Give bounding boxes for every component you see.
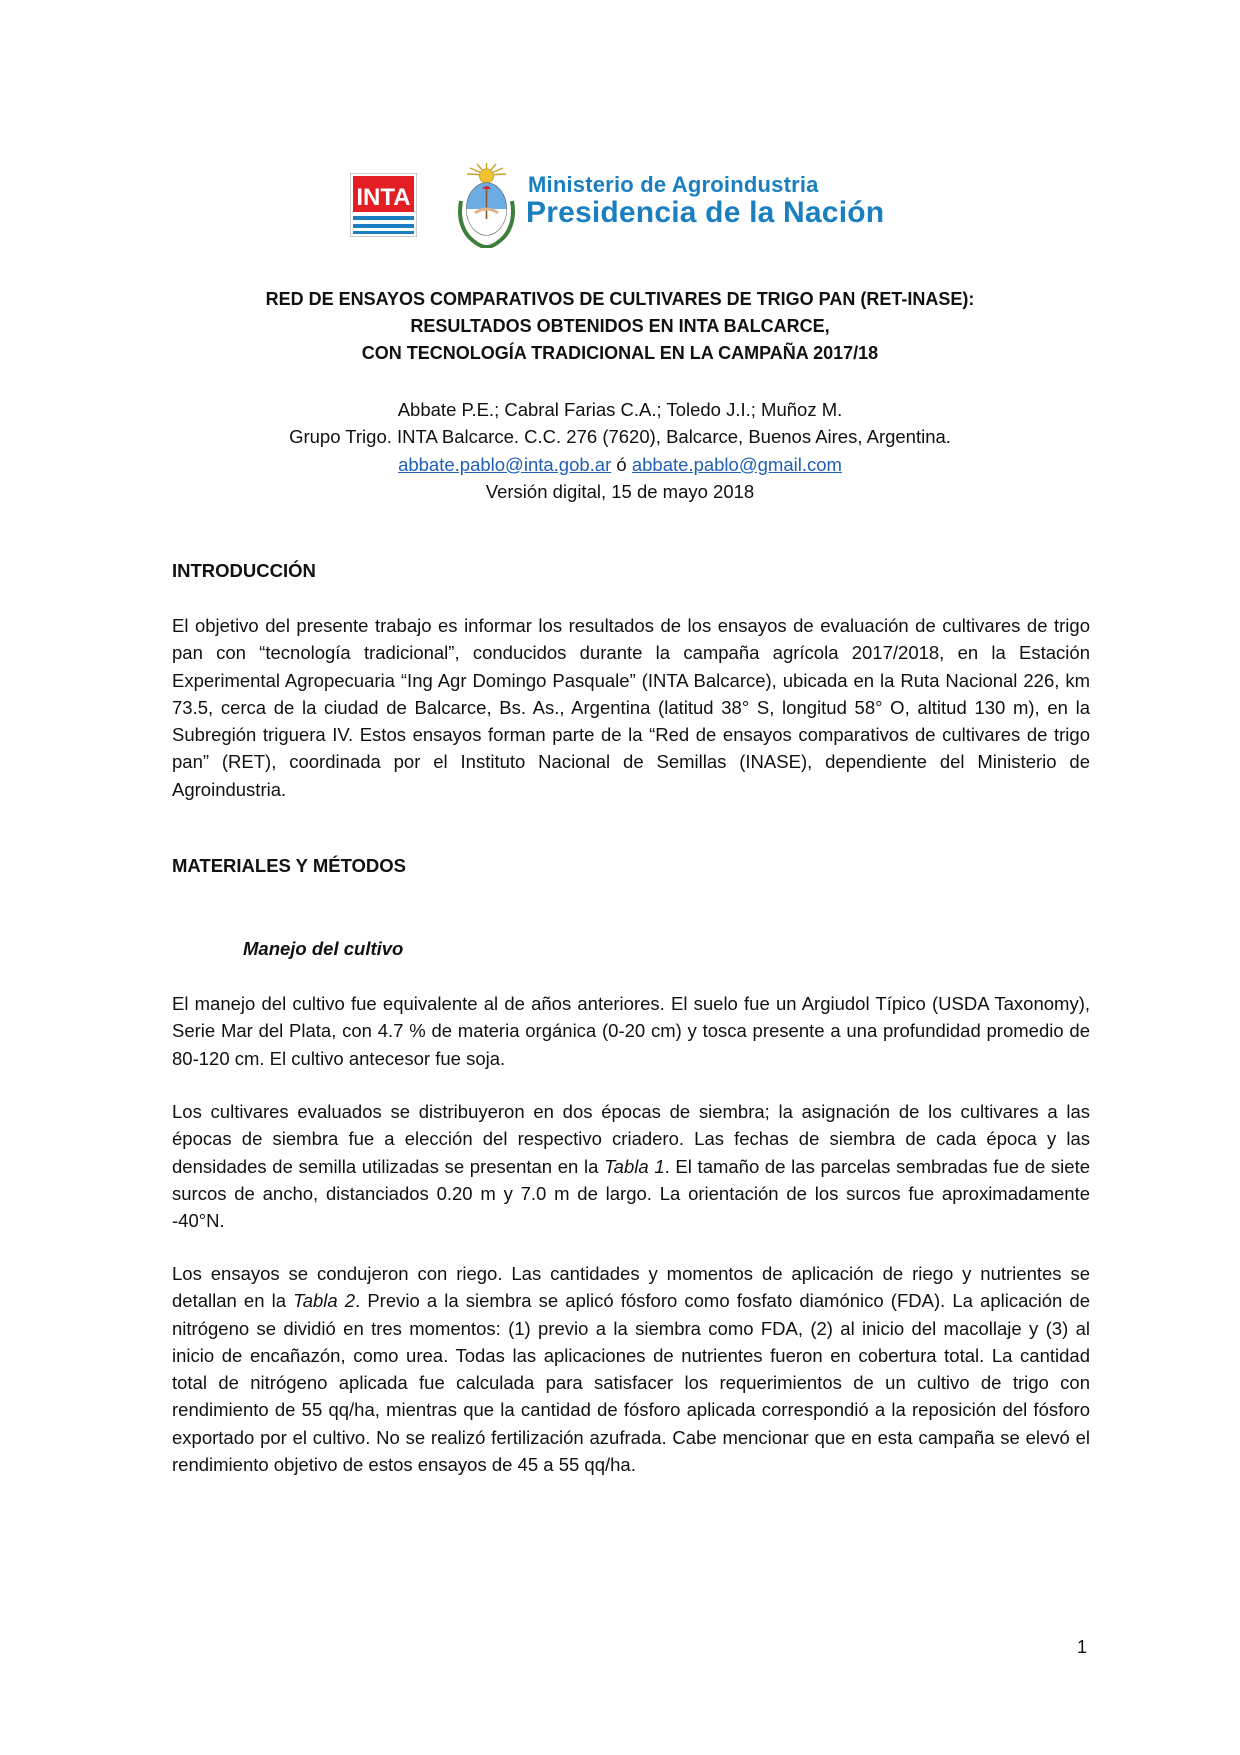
table-1-reference: Tabla 1 — [604, 1155, 665, 1177]
affiliation: Grupo Trigo. INTA Balcarce. C.C. 276 (7620), Balcarce, Buenos Aires, Argentina. — [289, 426, 951, 448]
email-line — [0, 451, 1240, 478]
coat-of-arms-icon — [455, 161, 518, 248]
crop-paragraph-2 — [172, 1098, 1090, 1234]
methods-heading: MATERIALES Y MÉTODOS — [172, 855, 407, 876]
title-line-3: CON TECNOLOGÍA TRADICIONAL EN LA CAMPAÑA 2017/18 — [361, 343, 879, 363]
presidency-name: Presidencia de la Nación — [526, 196, 885, 229]
crop-paragraph-1: El manejo del cultivo fue equivalente al de años anteriores. El suelo fue un Argiudol Típico (USDA Taxonomy), Serie Mar del Plata, con 4.7 % de materia orgánica (0-20 cm) y tosca presente a una profundidad promedio de 80-120 cm. El cultivo antecesor fue soja. — [172, 993, 1090, 1069]
intro-heading: INTRODUCCIÓN — [172, 560, 316, 581]
inta-logo-text: INTA — [356, 184, 411, 211]
ministry-name: Ministerio de Agroindustria — [528, 172, 819, 197]
page-number: 1 — [1077, 1637, 1088, 1657]
inta-logo — [350, 173, 417, 237]
table-2-reference: Tabla 2 — [293, 1290, 356, 1312]
crop-p2-text-a: Los cultivares evaluados se distribuyeron en dos épocas de siembra; la asignación de los cultivares a las épocas de siembra fue a elección del respectivo criadero. Las fechas de siembra de cada época y las densidades de semilla utilizadas se presentan en la — [172, 1101, 1090, 1177]
email-link-gmail[interactable]: abbate.pablo@gmail.com — [631, 453, 842, 475]
author-names: Abbate P.E.; Cabral Farias C.A.; Toledo J.I.; Muñoz M. — [397, 399, 843, 420]
email-link-inta[interactable]: abbate.pablo@inta.gob.ar — [398, 453, 612, 475]
crop-p2-text-b: . El tamaño de las parcelas sembradas fue de siete surcos de ancho, distanciados 0.20 m y 7.0 m de largo. La orientación de los surcos fue aproximadamente -40°N. — [172, 1155, 1090, 1232]
crop-p3-text-a: Los ensayos se condujeron con riego. Las cantidades y momentos de aplicación de riego y nutrientes se detallan en la — [172, 1263, 1090, 1312]
crop-management-subheading: Manejo del cultivo — [243, 938, 404, 959]
title-line-2: RESULTADOS OBTENIDOS EN INTA BALCARCE, — [410, 316, 830, 336]
authors-block — [0, 396, 1240, 505]
crop-p3-text-b: . Previo a la siembra se aplicó fósforo como fosfato diamónico (FDA). La aplicación de nitrógeno se dividió en tres momentos: (1) previo a la siembra como FDA, (2) al inicio del macollaje y (3) al inicio de encañazón, como urea. Todas las aplicaciones de nutrientes fueron en cobertura total. La cantidad total de nitrógeno aplicada fue calculada para satisfacer los requerimientos de un cultivo de trigo con rendimiento de 55 qq/ha, mientras que la cantidad de fósforo aplicada correspondió a la reposición del fósforo exportado por el cultivo. No se realizó fertilización azufrada. Cabe mencionar que en esta campaña se elevó el rendimiento objetivo de estos ensayos de 45 a 55 qq/ha. — [172, 1290, 1090, 1476]
crop-paragraph-3 — [172, 1260, 1090, 1478]
title-line-1: RED DE ENSAYOS COMPARATIVOS DE CULTIVARES DE TRIGO PAN (RET-INASE): — [265, 289, 975, 309]
intro-paragraph: El objetivo del presente trabajo es informar los resultados de los ensayos de evaluación de cultivares de trigo pan con “tecnología tradicional”, conducidos durante la campaña agrícola 2017/2018, en la Estación Experimental Agropecuaria “Ing Agr Domingo Pasquale” (INTA Balcarce), ubicada en la Ruta Nacional 226, km 73.5, cerca de la ciudad de Balcarce, Bs. As., Argentina (latitud 38° S, longitud 58° O, altitud 130 m), en la Subregión triguera IV. Estos ensayos forman parte de la “Red de ensayos comparativos de cultivares de trigo pan” (RET), coordinada por el Instituto Nacional de Semillas (INASE), dependiente del Ministerio de Agroindustria. — [172, 615, 1090, 800]
version-date: Versión digital, 15 de mayo 2018 — [485, 480, 755, 502]
document-title — [0, 286, 1240, 367]
email-separator: ó — [611, 453, 632, 475]
